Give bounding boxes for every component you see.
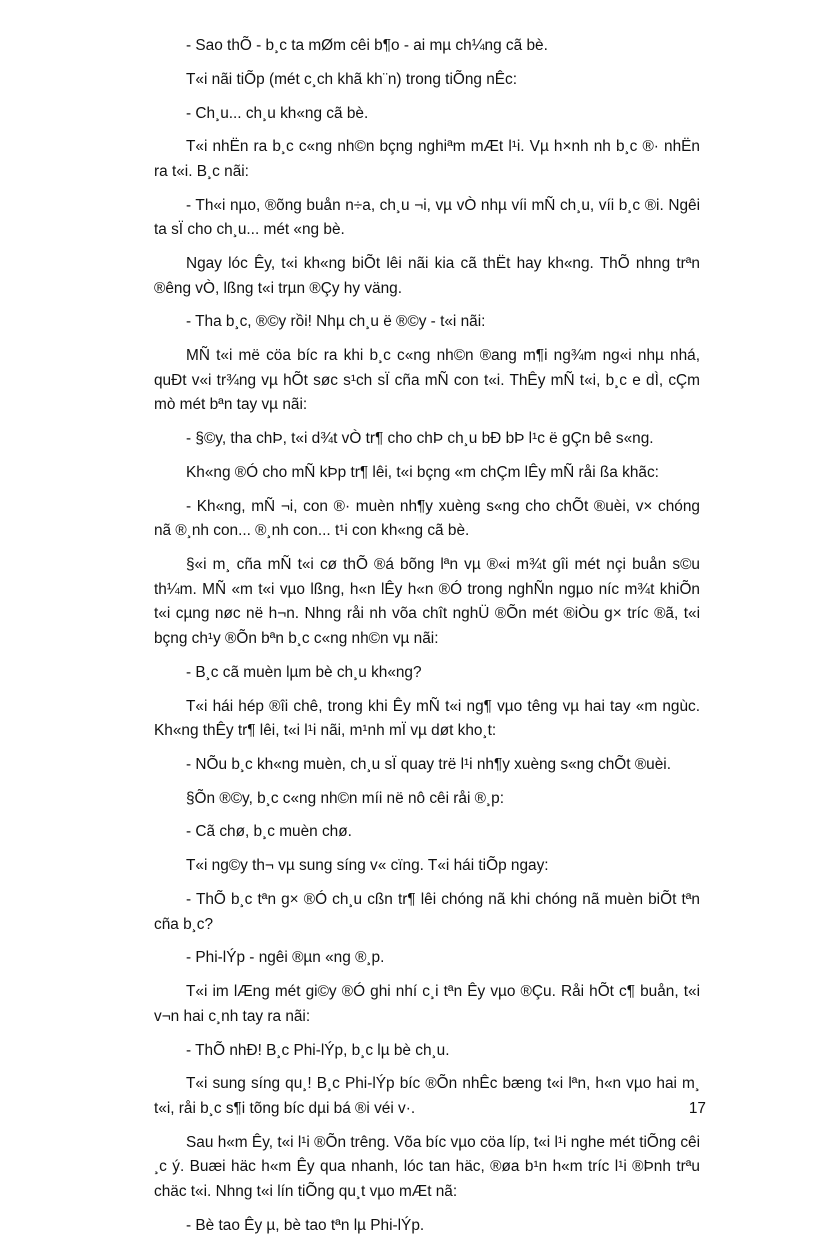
- page-body: [154, 34, 700, 1238]
- paragraph: MÑ t«i më cöa bíc ra khi b¸c c«ng nh©n ®ang m¶i ng¾m ng«i nhµ nhá, quÐt v«i tr¾ng vµ hÕt søc s¹ch sÏ cña mÑ con t«i. ThÊy mÑ t«i, b¸c e dÌ, cÇm mò mét bªn tay vµ nãi:: [154, 347, 700, 414]
- paragraph: - Kh«ng, mÑ ¬i, con ®· muèn nh¶y xuèng s«ng cho chÕt ®uèi, v× chóng nã ®¸nh con... ®¸nh con... t¹i con kh«ng cã bè.: [154, 497, 700, 540]
- paragraph: T«i nãi tiÕp (mét c¸ch khã kh¨n) trong tiÕng nÊc:: [186, 70, 518, 88]
- paragraph: §Õn ®©y, b¸c c«ng nh©n míi në nô cêi råi ®¸p:: [186, 789, 504, 807]
- paragraph: - B¸c cã muèn lµm bè ch¸u kh«ng?: [186, 663, 422, 681]
- paragraph: T«i im lÆng mét gi©y ®Ó ghi nhí c¸i tªn Êy vµo ®Çu. Råi hÕt c¶ buån, t«i v¬n hai c¸nh tay ra nãi:: [154, 983, 700, 1025]
- paragraph: T«i sung síng qu¸! B¸c Phi-lÝp bíc ®Õn nhÊc bæng t«i lªn, h«n vµo hai m¸ t«i, råi b¸c s¶i tõng bíc dµi bá ®i véi v·.: [154, 1075, 700, 1117]
- paragraph: - NÕu b¸c kh«ng muèn, ch¸u sÏ quay trë l¹i nh¶y xuèng s«ng chÕt ®uèi.: [186, 755, 671, 773]
- paragraph: - ThÕ b¸c tªn g× ®Ó ch¸u cßn tr¶ lêi chóng nã khi chóng nã muèn biÕt tªn cña b¸c?: [154, 891, 700, 933]
- paragraph: - ThÕ nhÐ! B¸c Phi-lÝp, b¸c lµ bè ch¸u.: [186, 1041, 450, 1059]
- paragraph: Sau h«m Êy, t«i l¹i ®Õn trêng. Võa bíc vµo cöa líp, t«i l¹i nghe mét tiÕng cêi ¸c ý. Buæi häc h«m Êy qua nhanh, lóc tan häc, ®øa b¹n h«m tríc l¹i ®Þnh trªu chäc t«i. Nhng t«i lín tiÕng qu¸t vµo mÆt nã:: [154, 1133, 700, 1200]
- paragraph: - Th«i nµo, ®õng buån n÷a, ch¸u ¬i, vµ vÒ nhµ víi mÑ ch¸u, víi b¸c ®i. Ngêi ta sÏ cho ch¸u... mét «ng bè.: [154, 196, 700, 239]
- paragraph: §«i m¸ cña mÑ t«i cø thÕ ®á bõng lªn vµ ®«i m¾t gîi mét nçi buån s©u th¼m. MÑ «m t«i vµo lßng, h«n lÊy h«n ®Ó trong nghÑn ngµo níc m¾t khiÕn t«i cµng nøc në h¬n. Nhng råi nh võa chît nghÜ ®Õn mét ®iÒu g× tríc ®ã, t«i bçng ch¹y ®Õn bªn b¸c c«ng nh©n vµ nãi:: [154, 556, 700, 647]
- paragraph: T«i ng©y th¬ vµ sung síng v« cïng. T«i hái tiÕp ngay:: [186, 857, 549, 875]
- paragraph: - Sao thÕ - b¸c ta mØm cêi b¶o - ai mµ ch¼ng cã bè.: [186, 37, 548, 54]
- paragraph: Ngay lóc Êy, t«i kh«ng biÕt lêi nãi kia cã thËt hay kh«ng. ThÕ nhng trªn ®êng vÒ, lßng t«i trµn ®Çy hy väng.: [154, 255, 700, 297]
- paragraph: - Bè tao Êy µ, bè tao tªn lµ Phi-lÝp.: [186, 1216, 425, 1234]
- paragraph: T«i hái hép ®îi chê, trong khi Êy mÑ t«i ng¶ vµo têng vµ hai tay «m ngùc. Kh«ng thÊy tr¶ lêi, t«i l¹i nãi, m¹nh mÏ vµ døt kho¸t:: [154, 697, 700, 740]
- paragraph: Kh«ng ®Ó cho mÑ kÞp tr¶ lêi, t«i bçng «m chÇm lÊy mÑ råi ßa khãc:: [186, 464, 659, 481]
- paragraph: - §©y, tha chÞ, t«i d¾t vÒ tr¶ cho chÞ ch¸u bÐ bÞ l¹c ë gÇn bê s«ng.: [186, 430, 654, 448]
- page-number: 17: [688, 1100, 706, 1117]
- paragraph: T«i nhËn ra b¸c c«ng nh©n bçng nghiªm mÆt l¹i. Vµ h×nh nh b¸c ®· nhËn ra t«i. B¸c nãi:: [154, 138, 700, 180]
- paragraph: - Tha b¸c, ®©y rồi! Nhµ ch¸u ë ®©y - t«i nãi:: [186, 313, 486, 331]
- paragraph: - Phi-lÝp - ngêi ®µn «ng ®¸p.: [186, 949, 385, 967]
- paragraph: - Cã chø, b¸c muèn chø.: [186, 823, 352, 841]
- paragraph: - Ch¸u... ch¸u kh«ng cã bè.: [186, 104, 369, 122]
